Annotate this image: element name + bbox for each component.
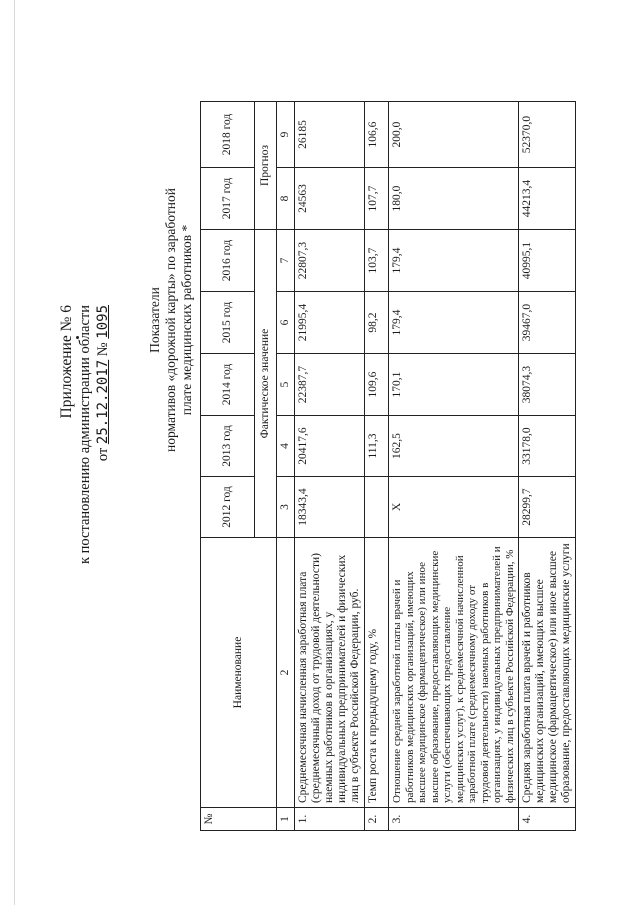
header-year-2017: 2017 год	[201, 168, 255, 230]
row-name: Средняя заработная плата врачей и работников медицинских организаций, имеющих высшее медицинское (фармацевтическое) или иное высшее образование, предоставляющих медицинские услуги	[519, 538, 576, 808]
col-number: 6	[277, 292, 295, 354]
row-num: 2.	[365, 808, 389, 831]
annex-stamp	[58, 305, 112, 564]
row-value-2017: 24563	[295, 168, 365, 230]
header-year-2014: 2014 год	[201, 354, 255, 416]
row-value-2018: 200,0	[389, 102, 519, 168]
row-value-2014: 109,6	[365, 354, 389, 416]
row-value-2015: 39467,0	[519, 292, 576, 354]
row-value-2018: 52370,0	[519, 102, 576, 168]
row-value-2014: 38074,3	[519, 354, 576, 416]
row-value-2015: 21995,4	[295, 292, 365, 354]
col-number: 8	[277, 168, 295, 230]
header-year-2018: 2018 год	[201, 102, 255, 168]
row-name: Среднемесячная начисленная заработная плата (среднемесячный доход от трудовой деятельности) наемных работников в организациях, у индивидуальных предпринимателей и физических лиц в субъекте Российской Федерации, руб.	[295, 538, 365, 808]
row-value-2017: 107,7	[365, 168, 389, 230]
row-value-2012: 18343,4	[295, 477, 365, 538]
row-value-2016: 22807,3	[295, 230, 365, 292]
row-value-2017: 44213,4	[519, 168, 576, 230]
col-number: 3	[277, 477, 295, 538]
annex-date-line	[94, 305, 112, 564]
row-value-2013: 111,3	[365, 416, 389, 477]
annex-title: Приложение № 6	[58, 305, 75, 419]
row-value-2012	[365, 477, 389, 538]
header-year-2016: 2016 год	[201, 230, 255, 292]
row-value-2018: 106,6	[365, 102, 389, 168]
row-value-2014: 170,1	[389, 354, 519, 416]
row-value-2018: 26185	[295, 102, 365, 168]
row-value-2014: 22387,7	[295, 354, 365, 416]
indicators-table	[200, 101, 576, 831]
row-name: Отношение средней заработной платы врачей и работников медицинских организаций, имеющих высшее медицинское (фармацевтическое) или иное высшее образование, предоставляющих медицинские услуги (обеспечивающих предоставление медицинских услуг), к среднемесячной начисленной заработной плате (среднемесячному доходу от трудовой деятельности) наемных работников в организациях, у индивидуальных предпринимателей и физических лиц в субъекте Российской Федерации, %	[389, 538, 519, 808]
row-value-2016: 40995,1	[519, 230, 576, 292]
col-number: 5	[277, 354, 295, 416]
annex-line: к постановлению администрации области	[77, 305, 93, 565]
row-num: 4.	[519, 808, 576, 831]
row-value-2015: 98,2	[365, 292, 389, 354]
row-value-2012: 28299,7	[519, 477, 576, 538]
row-value-2013: 20417,6	[295, 416, 365, 477]
header-fact-value: Фактическое значение	[255, 230, 277, 538]
date-value: 25.12.2017	[95, 359, 111, 445]
header-year-2015: 2015 год	[201, 292, 255, 354]
table-row	[519, 102, 576, 831]
col-number: 9	[277, 102, 295, 168]
row-num: 1.	[295, 808, 365, 831]
header-year-2012: 2012 год	[201, 477, 255, 538]
row-value-2016: 103,7	[365, 230, 389, 292]
header-forecast: Прогноз	[255, 102, 277, 230]
row-value-2016: 179,4	[389, 230, 519, 292]
row-num: 3.	[389, 808, 519, 831]
heading-line-2: нормативов «дорожной карты» по заработной	[163, 188, 178, 452]
header-name: Наименование	[201, 538, 277, 808]
table-row	[365, 102, 389, 831]
row-value-2013: 33178,0	[519, 416, 576, 477]
heading-line-3: плате медицинских работников *	[179, 224, 194, 416]
col-number: 4	[277, 416, 295, 477]
number-value: 1095	[95, 305, 111, 339]
header-num: №	[201, 808, 277, 831]
row-value-2013: 162,5	[389, 416, 519, 477]
date-prefix: от	[95, 447, 111, 462]
table-row	[389, 102, 519, 831]
row-value-2015: 179,4	[389, 292, 519, 354]
col-number: 2	[277, 538, 295, 808]
header-year-2013: 2013 год	[201, 416, 255, 477]
table-row	[295, 102, 365, 831]
document-heading	[147, 160, 195, 480]
row-name: Темп роста к предыдущему году, %	[365, 538, 389, 808]
row-value-2012: Х	[389, 477, 519, 538]
col-number: 1	[277, 808, 295, 831]
heading-line-1: Показатели	[147, 287, 162, 353]
number-prefix: №	[95, 342, 111, 357]
row-value-2017: 180,0	[389, 168, 519, 230]
col-number: 7	[277, 230, 295, 292]
